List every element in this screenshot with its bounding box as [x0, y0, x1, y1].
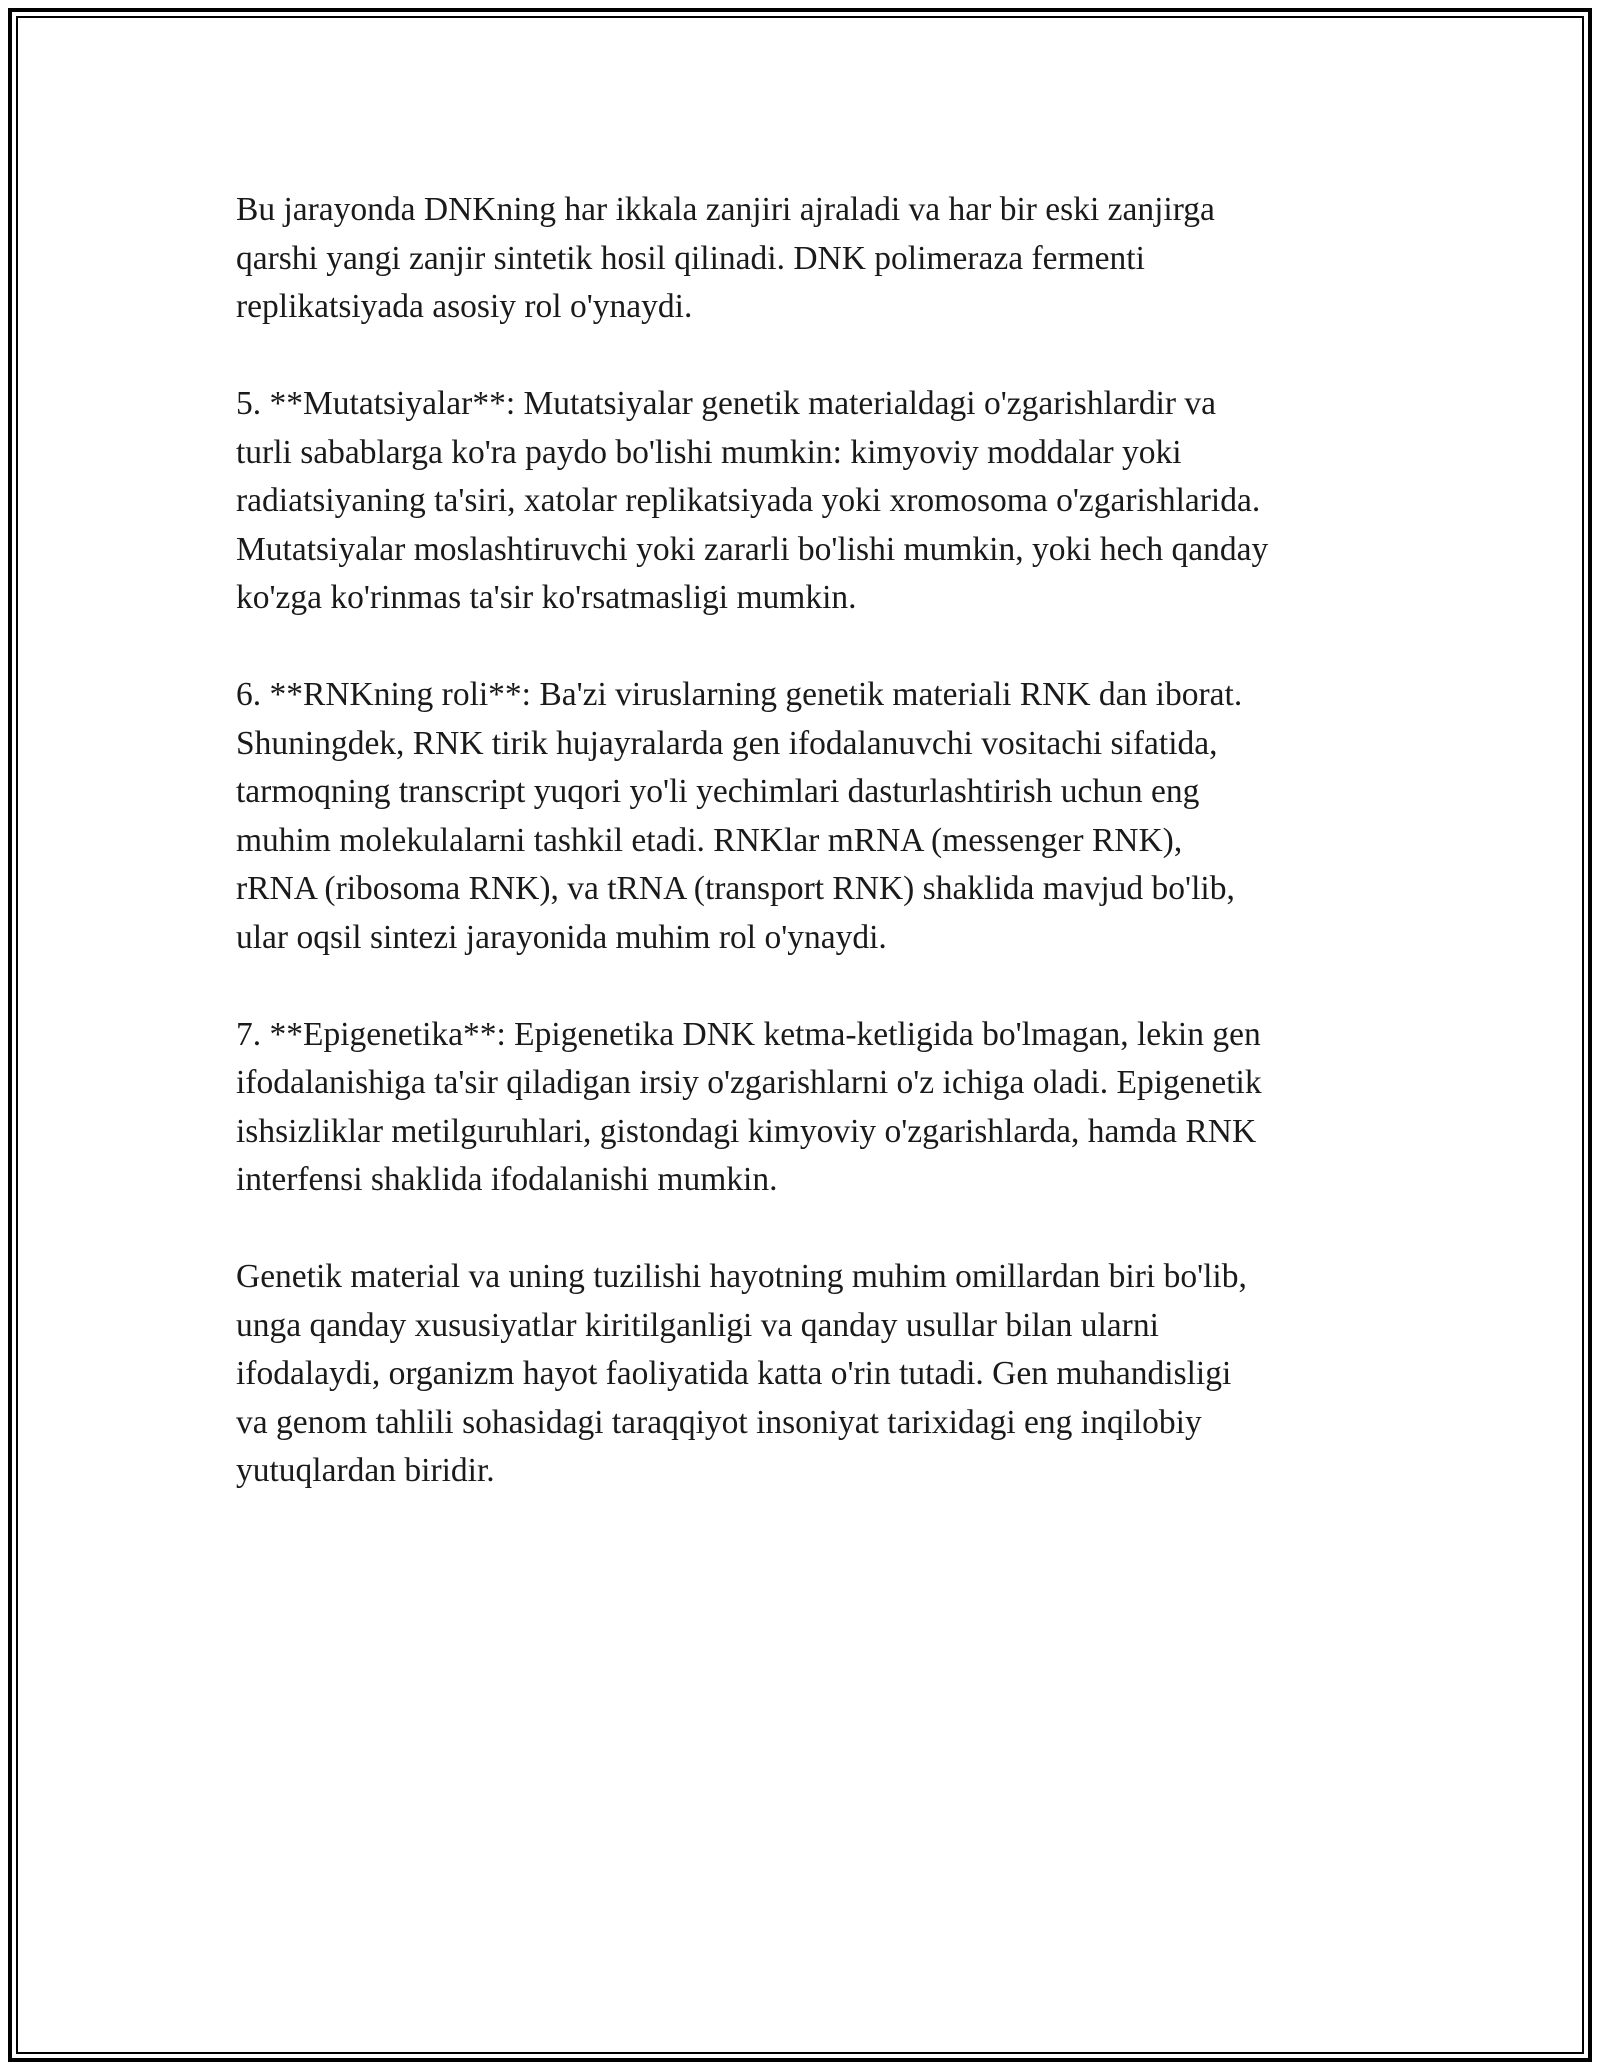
text-line: radiatsiyaning ta'siri, xatolar replikatsiyada yoki xromosoma o'zgarishlarida. — [236, 482, 1261, 519]
text-line: Genetik material va uning tuzilishi hayotning muhim omillardan biri bo'lib, — [236, 1258, 1247, 1295]
text-line: Bu jarayonda DNKning har ikkala zanjiri ajraladi va har bir eski zanjirga — [236, 191, 1215, 228]
text-line: ko'zga ko'rinmas ta'sir ko'rsatmasligi mumkin. — [236, 579, 857, 616]
text-line: tarmoqning transcript yuqori yo'li yechimlari dasturlashtirish uchun eng — [236, 773, 1200, 810]
paragraph-mutations — [236, 380, 1386, 623]
text-line: turli sabablarga ko'ra paydo bo'lishi mumkin: kimyoviy moddalar yoki — [236, 433, 1182, 471]
paragraph-dna-replication — [236, 186, 1386, 332]
text-line: 7. **Epigenetika**: Epigenetika DNK ketma-ketligida bo'lmagan, lekin gen — [236, 1015, 1261, 1053]
paragraph-rna-role — [236, 671, 1386, 962]
text-line: unga qanday xususiyatlar kiritilganligi va qanday usullar bilan ularni — [236, 1306, 1159, 1344]
text-line: muhim molekulalarni tashkil etadi. RNKlar mRNA (messenger RNK), — [236, 821, 1183, 859]
text-line: ifodalaydi, organizm hayot faoliyatida katta o'rin tutadi. Gen muhandisligi — [236, 1355, 1232, 1392]
document-body — [236, 186, 1386, 1496]
text-line: rRNA (ribosoma RNK), va tRNA (transport RNK) shaklida mavjud bo'lib, — [236, 870, 1235, 907]
text-line: replikatsiyada asosiy rol o'ynaydi. — [236, 288, 693, 325]
text-line: qarshi yangi zanjir sintetik hosil qilinadi. DNK polimeraza fermenti — [236, 239, 1145, 277]
text-line: va genom tahlili sohasidagi taraqqiyot insoniyat tarixidagi eng inqilobiy — [236, 1403, 1202, 1441]
text-line: 5. **Mutatsiyalar**: Mutatsiyalar genetik materialdagi o'zgarishlardir va — [236, 385, 1217, 422]
text-line: ishsizliklar metilguruhlari, gistondagi kimyoviy o'zgarishlarda, hamda RNK — [236, 1112, 1257, 1150]
paragraph-conclusion — [236, 1253, 1386, 1496]
text-line: ular oqsil sintezi jarayonida muhim rol o'ynaydi. — [236, 918, 887, 956]
text-line: Mutatsiyalar moslashtiruvchi yoki zararli bo'lishi mumkin, yoki hech qanday — [236, 530, 1269, 568]
text-line: 6. **RNKning roli**: Ba'zi viruslarning genetik materiali RNK dan iborat. — [236, 676, 1243, 713]
text-line: ifodalanishiga ta'sir qiladigan irsiy o'zgarishlarni o'z ichiga oladi. Epigenetik — [236, 1064, 1262, 1101]
paragraph-epigenetics — [236, 1011, 1386, 1205]
text-line: Shuningdek, RNK tirik hujayralarda gen ifodalanuvchi vositachi sifatida, — [236, 724, 1218, 762]
text-line: yutuqlardan biridir. — [236, 1452, 495, 1489]
text-line: interfensi shaklida ifodalanishi mumkin. — [236, 1161, 778, 1198]
